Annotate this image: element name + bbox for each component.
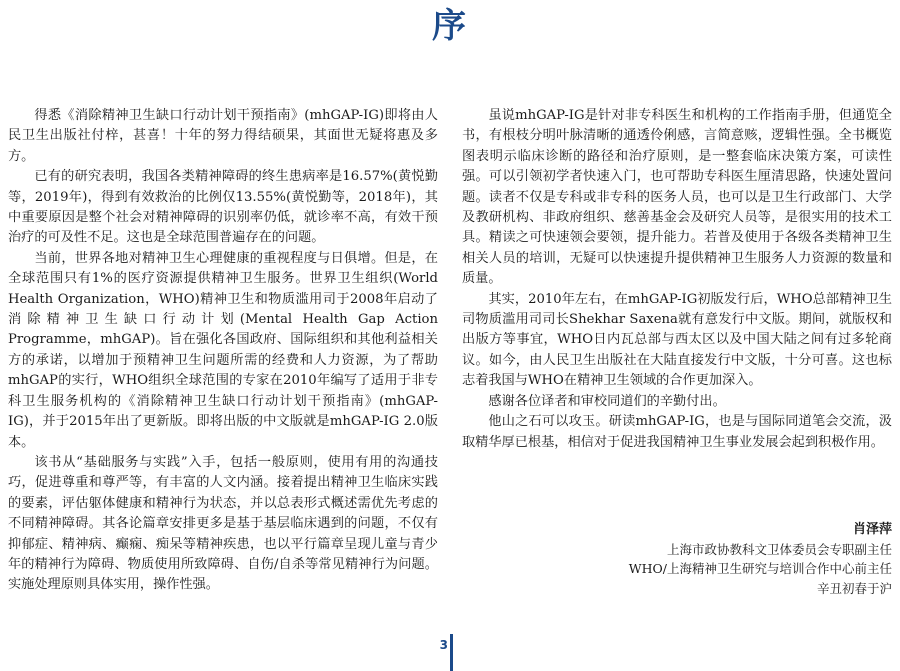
paragraph: 该书从“基础服务与实践”入手，包括一般原则，使用有用的沟通技巧，促进尊重和尊严等，有丰富的人文内涵。接着提出精神卫生临床实践的要素，评估躯体健康和精神行为状态，并以总表形式概述需优先考虑的不同精神障碍。其各论篇章安排更多是基于基层临床遇到的问题，不仅有抑郁症、精神病、癫痫、痴呆等精神疾患，也以平行篇章呈现儿童与青少年的精神行为障碍、物质使用所致障碍、自伤/自杀等常见精神行为问题。实施处理原则具体实用，操作性强。 (8, 454, 438, 593)
paragraph: 其实，2010年左右，在mhGAP-IG初版发行后，WHO总部精神卫生司物质滥用司司长Shekhar Saxena就有意发行中文版。期间，就版权和出版方等事宜，WHO日内瓦总部与西太区以及中国大陆之间有过多轮商议。如今，由人民卫生出版社在大陆直接发行中文版，十分可喜。这也标志着我国与WHO在精神卫生领域的合作更加深入。 (462, 291, 892, 389)
footer-divider (450, 634, 453, 671)
signature-date: 辛丑初春于沪 (816, 580, 892, 596)
paragraph: 感谢各位译者和审校同道们的辛勤付出。 (488, 393, 726, 409)
page-number: 3 (439, 638, 448, 652)
signature-block (629, 520, 892, 598)
author-title-2: WHO/上海精神卫生研究与培训合作中心前主任 (628, 561, 892, 576)
paragraph: 已有的研究表明，我国各类精神障碍的终生患病率是16.57%(黄悦勤等，2019年)，得到有效救治的比例仅13.55%(黄悦勤等，2018年)，其中重要原因是整个社会对精神障碍的识别率仍低，就诊率不高，有效干预治疗的可及性不足。这也是全球范围普遍存在的问题。 (8, 169, 438, 246)
paragraph: 得悉《消除精神卫生缺口行动计划干预指南》(mhGAP-IG)即将由人民卫生出版社付梓，甚喜！十年的努力得结硕果，其面世无疑将惠及多方。 (8, 108, 438, 164)
paragraph: 他山之石可以攻玉。研读mhGAP-IG，也是与国际同道笔会交流，汲取精华厚已根基，相信对于促进我国精神卫生事业发展会起到积极作用。 (462, 414, 892, 450)
left-column (8, 106, 438, 596)
author-title-1: 上海市政协教科文卫体委员会专职副主任 (666, 541, 892, 557)
paragraph: 虽说mhGAP-IG是针对非专科医生和机构的工作指南手册，但通览全书，有根枝分明叶脉清晰的通透伶俐感，言简意赅，逻辑性强。全书概览图表明示临床诊断的路径和治疗原则，是一整套临床决策方案，可读性强。可以引领初学者快速入门，也可帮助专科医生厘清思路，快速处置问题。读者不仅是专科或非专科的医务人员，也可以是卫生行政部门、大学及教研机构、非政府组织、慈善基金会及研究人员等，是很实用的技术工具。精读之可快速领会要领，提升能力。若普及使用于各级各类精神卫生相关人员的培训，无疑可以快速提升提供精神卫生服务人力资源的数量和质量。 (462, 108, 892, 287)
page-title: 序 (432, 6, 468, 46)
paragraph: 当前，世界各地对精神卫生心理健康的重视程度与日俱增。但是，在全球范围只有1%的医疗资源提供精神卫生服务。世界卫生组织(World Health Organization，WHO)精神卫生和物质滥用司于2008年启动了消除精神卫生缺口行动计划(Mental Health Gap Action Programme，mhGAP)。旨在强化各国政府、国际组织和其他利益相关方的承诺，以增加于预精神卫生问题所需的经费和人力资源，为了帮助mhGAP的实行，WHO组织全球范围的专家在2010年编写了适用于非专科卫生服务机构的《消除精神卫生缺口行动计划干预指南》(mhGAP-IG)，并于2015年出了更新版。即将出版的中文版就是mhGAP-IG 2.0版本。 (8, 250, 438, 450)
author-name: 肖泽萍 (852, 522, 892, 537)
right-column (462, 106, 892, 453)
